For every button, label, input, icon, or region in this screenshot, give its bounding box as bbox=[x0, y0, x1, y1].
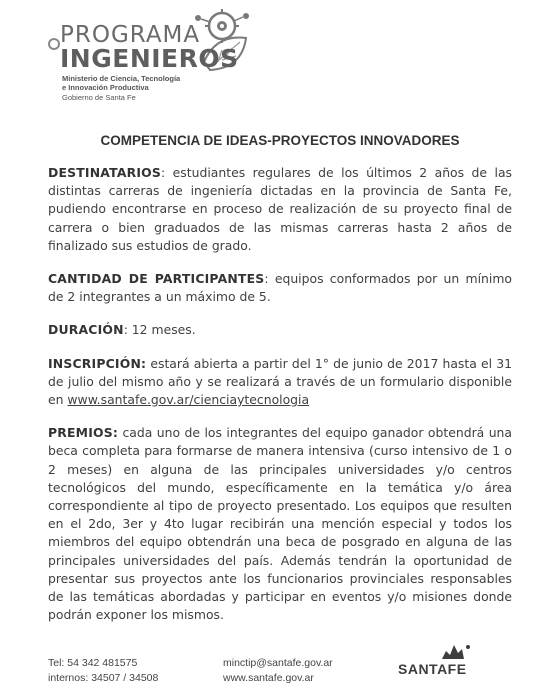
footer-website[interactable]: www.santafe.gov.ar bbox=[223, 672, 314, 684]
footer-email[interactable]: minctip@santafe.gov.ar bbox=[223, 657, 333, 669]
label-destinatarios: DESTINATARIOS bbox=[48, 165, 162, 180]
text-duracion: : 12 meses. bbox=[123, 322, 196, 338]
santafe-brand-text: SANTAFE bbox=[398, 661, 467, 677]
footer-phone: Tel: 54 342 481575 bbox=[48, 657, 138, 669]
label-duracion: DURACIÓN bbox=[48, 322, 124, 338]
ciencia-tecnologia-link[interactable]: www.santafe.gov.ar/cienciaytecnologia bbox=[67, 392, 310, 408]
paragraph-cantidad bbox=[48, 270, 512, 306]
santafe-logo bbox=[398, 643, 478, 683]
org-ministry-line2: e Innovación Productiva bbox=[62, 83, 149, 92]
logo-ingenieros-text: INGENIEROS bbox=[60, 44, 239, 73]
text-premios: cada uno de los integrantes del equipo ganador obtendrá una beca completa para formarse de manera intensiva (curso intensivo de 1 o 2 meses) en alguna de las principales universidades y/o centros tecnológicos del mundo, específicamente en la temática y/o área correspondiente al tipo de proyecto presentado. Los equipos que resulten en el 2do, 3er y 4to lugar recibirán una mención especial y todos los miembros del equipo obtendrán una beca de posgrado en alguna de las principales universidades del país. Además tendrán la oportunidad de presentar sus proyectos ante los funcionarios provinciales responsables de las temáticas abordadas y participar en eventos y/o misiones donde podrán exponer los mismos. bbox=[48, 425, 512, 623]
paragraph-duracion bbox=[48, 321, 512, 339]
label-inscripcion: INSCRIPCIÓN: bbox=[48, 355, 147, 371]
programa-ingenieros-logo bbox=[46, 4, 266, 104]
text-cantidad: : equipos conformados por un mínimo de 2 integrantes a un máximo de 5. bbox=[48, 271, 512, 305]
label-cantidad: CANTIDAD DE PARTICIPANTES bbox=[48, 271, 265, 287]
label-premios: PREMIOS: bbox=[48, 425, 119, 441]
paragraph-premios bbox=[48, 424, 512, 624]
footer-extensions: internos: 34507 / 34508 bbox=[48, 672, 159, 684]
page-title: COMPETENCIA DE IDEAS-PROYECTOS INNOVADORES bbox=[100, 133, 460, 148]
santafe-mark-icon bbox=[398, 643, 478, 663]
text-destinatarios: : estudiantes regulares de los últimos 2 años de las distintas carreras de ingeniería dictadas en la provincia de Santa Fe, pudiendo encontrarse en proceso de realización de su proyecto final de carrera o bien graduados de las mismas carreras hasta 2 años de finalizado sus estudios de grado. bbox=[48, 165, 512, 253]
paragraph-destinatarios bbox=[48, 164, 512, 255]
footer-contact-web bbox=[223, 656, 333, 686]
document-body bbox=[48, 164, 512, 639]
logo-programa-text: PROGRAMA bbox=[60, 22, 201, 48]
footer-contact-phone bbox=[48, 656, 158, 686]
paragraph-inscripcion bbox=[48, 355, 512, 410]
org-government: Gobierno de Santa Fe bbox=[62, 93, 136, 102]
text-inscripcion: estará abierta a partir del 1° de junio de 2017 hasta el 31 de julio del mismo año y se realizará a través de un formulario disponible en bbox=[48, 355, 512, 408]
org-ministry-line1: Ministerio de Ciencia, Tecnología bbox=[62, 74, 181, 83]
